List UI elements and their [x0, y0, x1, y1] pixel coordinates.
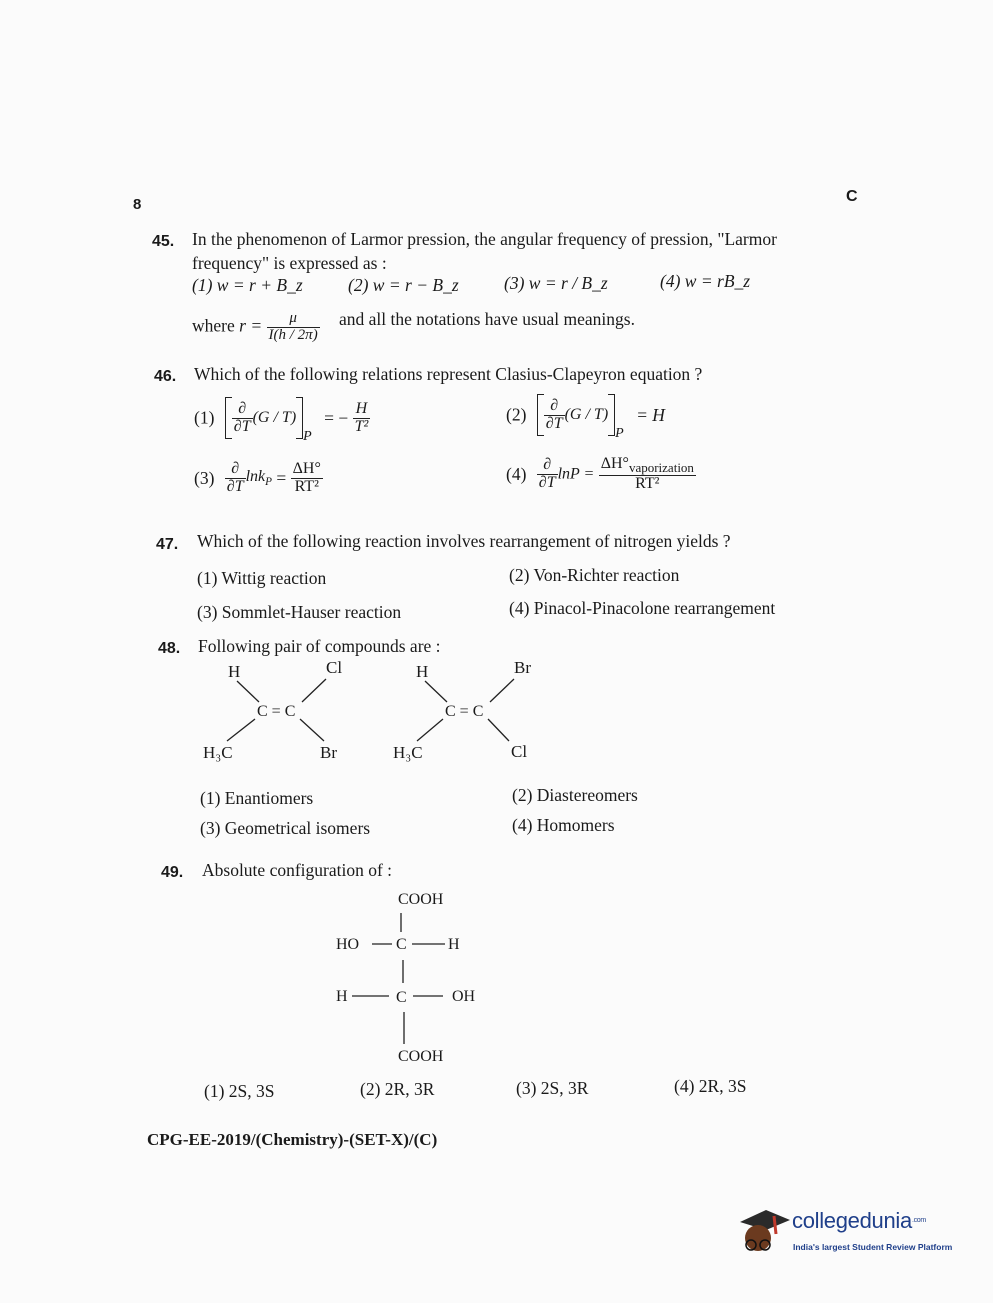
- brand-name: [792, 1208, 926, 1234]
- fraction-denominator: ∂T: [538, 473, 556, 491]
- partial-fraction: [225, 461, 246, 496]
- footer-code: CPG-EE-2019/(Chemistry)-(SET-X)/(C): [147, 1130, 438, 1149]
- option-3: (3) Sommlet-Hauser reaction: [197, 602, 402, 622]
- collegedunia-watermark: [736, 1198, 966, 1268]
- option-label: (2): [506, 404, 527, 425]
- partial-fraction: [537, 457, 558, 492]
- option-3: [194, 461, 323, 496]
- subscript-p: P: [265, 476, 272, 489]
- bond-line: [227, 719, 255, 741]
- bond-line: [488, 719, 509, 741]
- fraction-numerator: ∂: [544, 398, 565, 416]
- fischer-row1-carbon: C: [396, 936, 407, 953]
- mol1-bottom-left: H₃C: [203, 743, 233, 762]
- question-text: Which of the following relations represent Clasius-Clapeyron equation ?: [194, 364, 703, 384]
- delta-h: ΔH°: [600, 455, 629, 472]
- fischer-row2-right: OH: [452, 988, 476, 1005]
- fraction-numerator: ∂: [225, 461, 246, 479]
- fraction-numerator: μ: [267, 311, 320, 328]
- equals-sign: =: [276, 467, 287, 488]
- bond-line: [425, 681, 447, 702]
- g-over-t: (G / T): [564, 406, 609, 423]
- fischer-bottom-group: COOH: [398, 1048, 444, 1065]
- option-2: (2) 2R, 3R: [360, 1079, 435, 1099]
- question-number: 45.: [152, 233, 175, 250]
- option-label: (3): [194, 467, 215, 488]
- option-1: (1) w = r + B_z: [192, 275, 303, 295]
- brand-text: collegedunia: [792, 1208, 912, 1233]
- subscript-p: P: [615, 426, 624, 442]
- bond-line: [490, 679, 514, 702]
- option-4: [506, 456, 696, 493]
- subscript-p: P: [303, 429, 312, 445]
- question-number: 48.: [158, 640, 181, 657]
- rhs-fraction: [291, 461, 323, 496]
- option-1: (1) Enantiomers: [200, 788, 314, 808]
- option-label: (1): [194, 407, 215, 428]
- compound-pair-diagram: [195, 655, 555, 770]
- ln-k-text: lnk: [245, 468, 266, 486]
- brand-suffix: .com: [911, 1217, 926, 1224]
- fischer-row1-left: HO: [336, 936, 360, 953]
- fraction-denominator: RT²: [294, 477, 319, 495]
- question-text: Following pair of compounds are :: [198, 636, 441, 656]
- fraction-denominator: T²: [354, 417, 369, 435]
- fraction-numerator: ∂: [232, 401, 253, 419]
- mol1-top-right: Cl: [326, 658, 343, 677]
- tassel-icon: [774, 1216, 776, 1234]
- molecule-2: [393, 658, 531, 762]
- fraction-numerator: [599, 456, 696, 476]
- option-2: (2) w = r − B_z: [348, 275, 459, 295]
- mol1-bottom-right: Br: [320, 743, 337, 762]
- option-1: [194, 397, 370, 445]
- option-3: (3) 2S, 3R: [516, 1078, 589, 1098]
- question-number: 46.: [154, 368, 177, 385]
- partial-fraction: [544, 398, 565, 433]
- mascot-logo: [736, 1200, 792, 1260]
- molecule-1: [203, 658, 342, 762]
- option-3: (3) w = r / B_z: [504, 273, 608, 293]
- vaporization-subscript: vaporization: [628, 460, 694, 476]
- fraction-denominator: ∂T: [233, 417, 251, 435]
- option-1: (1) Wittig reaction: [197, 568, 327, 588]
- fraction-denominator: ∂T: [545, 414, 563, 432]
- page-number: 8: [133, 196, 142, 213]
- g-over-t: (G / T): [252, 409, 297, 426]
- fraction-denominator: ∂T: [226, 477, 244, 495]
- brand-tagline: India's largest Student Review Platform: [793, 1242, 953, 1252]
- fraction-numerator: ∂: [537, 457, 558, 475]
- question-text: In the phenomenon of Larmor pression, the angular frequency of pression, "Larmor: [192, 229, 777, 249]
- fraction-numerator: H: [353, 401, 371, 419]
- fraction-denominator: I(h / 2π): [268, 326, 318, 343]
- r-fraction: [267, 311, 320, 344]
- where-word: where: [192, 315, 235, 336]
- option-4: (4) w = rB_z: [660, 271, 751, 291]
- ln-kp: [245, 468, 272, 489]
- equals-sign: = −: [324, 407, 349, 428]
- bracket-left: [537, 394, 544, 436]
- partial-fraction: [232, 401, 253, 436]
- fischer-row2-carbon: C: [396, 989, 407, 1006]
- bond-line: [237, 681, 259, 702]
- option-4: (4) 2R, 3S: [674, 1076, 747, 1096]
- bracket-left: [225, 397, 232, 439]
- where-label: [192, 311, 320, 344]
- fischer-row1-right: H: [448, 936, 460, 953]
- mol2-bottom-left: H₃C: [393, 743, 423, 762]
- fraction-numerator: ΔH°: [292, 460, 321, 477]
- option-4: (4) Pinacol-Pinacolone rearrangement: [509, 598, 776, 618]
- mol1-double-bond: C = C: [257, 703, 296, 720]
- mol2-double-bond: C = C: [445, 703, 484, 720]
- option-2: (2) Diastereomers: [512, 785, 638, 805]
- mol2-top-left: H: [416, 662, 429, 681]
- mol2-bottom-right: Cl: [511, 742, 528, 761]
- fischer-projection: [325, 882, 505, 1072]
- bond-line: [302, 679, 326, 702]
- question-number: 47.: [156, 536, 179, 553]
- question-text: Absolute configuration of :: [202, 860, 393, 880]
- fischer-top-group: COOH: [398, 891, 444, 908]
- option-2: [506, 394, 665, 442]
- r-equals: r =: [239, 315, 263, 336]
- rhs-fraction: [353, 401, 371, 436]
- equals-h: = H: [636, 404, 665, 425]
- mol1-top-left: H: [228, 662, 241, 681]
- mol2-top-right: Br: [514, 658, 531, 677]
- question-text: frequency" is expressed as :: [192, 253, 387, 273]
- set-code: C: [846, 188, 858, 205]
- question-text: Which of the following reaction involves rearrangement of nitrogen yields ?: [197, 531, 731, 551]
- bond-line: [417, 719, 443, 741]
- option-2: (2) Von-Richter reaction: [509, 565, 680, 585]
- mortarboard-icon: [740, 1210, 790, 1230]
- rhs-fraction: [599, 456, 696, 493]
- where-tail: and all the notations have usual meanings.: [339, 309, 635, 329]
- fischer-row2-left: H: [336, 988, 348, 1005]
- option-3: (3) Geometrical isomers: [200, 818, 371, 838]
- bond-line: [300, 719, 324, 741]
- option-4: (4) Homomers: [512, 815, 615, 835]
- option-1: (1) 2S, 3S: [204, 1081, 275, 1101]
- option-label: (4): [506, 463, 527, 484]
- question-number: 49.: [161, 864, 184, 881]
- ln-p: lnP =: [557, 465, 595, 483]
- face-icon: [745, 1225, 771, 1251]
- fraction-denominator: RT²: [635, 474, 660, 492]
